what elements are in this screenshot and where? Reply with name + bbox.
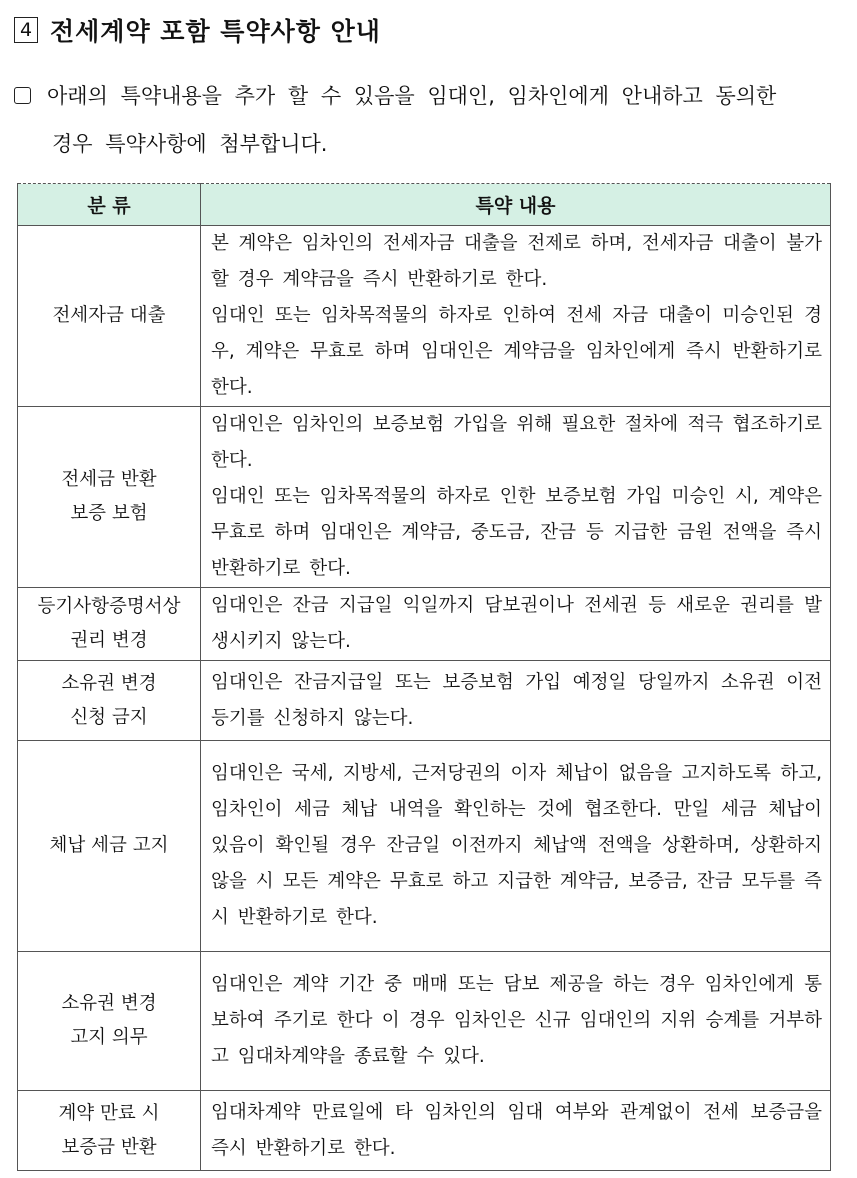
row-category: 소유권 변경 신청 금지 bbox=[18, 661, 201, 741]
row-content: 임대인은 잔금지급일 또는 보증보험 가입 예정일 당일까지 소유권 이전 등기를 신청하지 않는다. bbox=[201, 661, 831, 741]
row-category: 체납 세금 고지 bbox=[18, 741, 201, 952]
row-content: 임대인은 임차인의 보증보험 가입을 위해 필요한 절차에 적극 협조하기로 한다. 임대인 또는 임차목적물의 하자로 인한 보증보험 가입 미승인 시, 계약은 무효로 하며 임대인은 계약금, 중도금, 잔금 등 지급한 금원 전액을 즉시 반환하기로 한다. bbox=[201, 407, 831, 588]
header-content: 특약 내용 bbox=[201, 184, 831, 226]
row-content: 임대인은 계약 기간 중 매매 또는 담보 제공을 하는 경우 임차인에게 통보하여 주기로 한다 이 경우 임차인은 신규 임대인의 지위 승계를 거부하고 임대차계약을 종료할 수 있다. bbox=[201, 952, 831, 1091]
table-header-row bbox=[18, 184, 831, 226]
row-category: 소유권 변경 고지 의무 bbox=[18, 952, 201, 1091]
row-content: 임대인은 잔금 지급일 익일까지 담보권이나 전세권 등 새로운 권리를 발생시키지 않는다. bbox=[201, 588, 831, 661]
section-number-box: 4 bbox=[14, 17, 38, 43]
section-title bbox=[14, 12, 381, 48]
table-row bbox=[18, 226, 831, 407]
table-row bbox=[18, 407, 831, 588]
row-content: 본 계약은 임차인의 전세자금 대출을 전제로 하며, 전세자금 대출이 불가할 경우 계약금을 즉시 반환하기로 한다. 임대인 또는 임차목적물의 하자로 인하여 전세 자금 대출이 미승인된 경우, 계약은 무효로 하며 임대인은 계약금을 임차인에게 즉시 반환하기로 한다. bbox=[201, 226, 831, 407]
row-category: 전세자금 대출 bbox=[18, 226, 201, 407]
intro-line-1 bbox=[14, 72, 840, 120]
table-row bbox=[18, 661, 831, 741]
intro-line-1-text: 아래의 특약내용을 추가 할 수 있음을 임대인, 임차인에게 안내하고 동의한 bbox=[47, 84, 777, 108]
table-row bbox=[18, 952, 831, 1091]
intro-line-2: 경우 특약사항에 첨부합니다. bbox=[52, 132, 328, 156]
special-terms-table bbox=[17, 183, 831, 1171]
checkbox-icon bbox=[14, 87, 31, 104]
row-category: 계약 만료 시 보증금 반환 bbox=[18, 1091, 201, 1171]
table-row bbox=[18, 741, 831, 952]
header-category: 분 류 bbox=[18, 184, 201, 226]
section-title-text: 전세계약 포함 특약사항 안내 bbox=[50, 17, 381, 46]
row-category: 등기사항증명서상 권리 변경 bbox=[18, 588, 201, 661]
table-row bbox=[18, 588, 831, 661]
table-row bbox=[18, 1091, 831, 1171]
row-category: 전세금 반환 보증 보험 bbox=[18, 407, 201, 588]
row-content: 임대인은 국세, 지방세, 근저당권의 이자 체납이 없음을 고지하도록 하고, 임차인이 세금 체납 내역을 확인하는 것에 협조한다. 만일 세금 체납이 있음이 확인될 경우 잔금일 이전까지 체납액 전액을 상환하며, 상환하지 않을 시 모든 계약은 무효로 하고 지급한 계약금, 보증금, 잔금 모두를 즉시 반환하기로 한다. bbox=[201, 741, 831, 952]
intro-paragraph bbox=[14, 72, 840, 168]
row-content: 임대차계약 만료일에 타 임차인의 임대 여부와 관계없이 전세 보증금을 즉시 반환하기로 한다. bbox=[201, 1091, 831, 1171]
